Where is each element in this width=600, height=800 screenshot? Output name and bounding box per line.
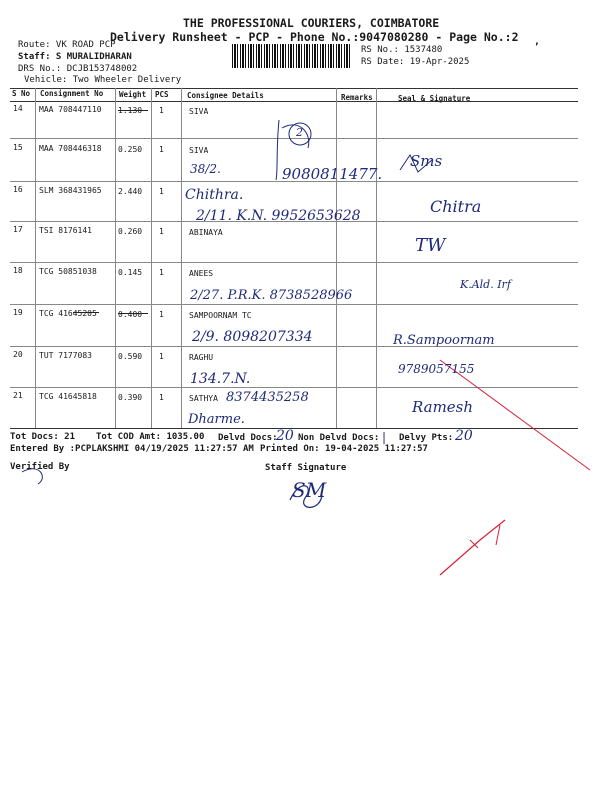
row-sno: 14 <box>13 104 23 113</box>
staff-signature: SM <box>292 478 327 502</box>
row-consignment: TUT 7177083 <box>39 351 92 360</box>
col-weight: Weight <box>119 90 147 99</box>
col-seal-signature: Seal & Signature <box>398 94 471 103</box>
row-consignment: TCG 41645818 <box>39 392 97 401</box>
non-delivered-docs-label: Non Delvd Docs: <box>298 433 380 443</box>
red-ink-mark <box>440 520 505 575</box>
row-consignee-name: RAGHU <box>189 353 214 362</box>
total-cod-amount: Tot COD Amt: 1035.00 <box>96 432 205 442</box>
company-title: THE PROFESSIONAL COURIERS, COIMBATORE <box>183 16 440 30</box>
row-pcs: 1 <box>159 106 164 115</box>
row-pcs: 1 <box>159 268 164 277</box>
row-consignment: TCG 50851038 <box>39 267 97 276</box>
row-weight: 0.145 <box>118 268 143 277</box>
row-consignee-name: SATHYA <box>189 394 218 403</box>
total-docs: Tot Docs: 21 <box>10 432 76 442</box>
row-pcs: 1 <box>159 145 164 154</box>
row-consignee-name: SIVA <box>189 146 209 155</box>
handwritten-name: Chithra. <box>185 187 244 203</box>
delivery-points-label: Delvy Pts: <box>399 433 454 443</box>
row-weight: 0.390 <box>118 393 143 402</box>
row-weight: 0.590 <box>118 352 143 361</box>
row-sno: 21 <box>13 391 23 400</box>
row-consignee-name: ABINAYA <box>189 228 223 237</box>
delivered-docs-value: 20 <box>276 428 294 444</box>
row-sno: 20 <box>13 350 23 359</box>
row-sno: 18 <box>13 266 23 275</box>
handwritten-signature: R.Sampoornam <box>393 333 495 348</box>
col-remarks: Remarks <box>341 93 373 102</box>
row-sno: 16 <box>13 185 23 194</box>
handwritten-signature: Chitra <box>430 197 482 216</box>
col-sno: S No <box>12 89 31 98</box>
row-weight: 1.130 <box>118 106 143 115</box>
row-weight: 2.440 <box>118 187 143 196</box>
entered-by: Entered By :PCPLAKSHMI 04/19/2025 11:27:57 AM <box>10 444 254 454</box>
staff-signature-label: Staff Signature <box>265 463 347 473</box>
handwritten-address: 134.7.N. <box>190 371 251 387</box>
handwritten-address-phone: 2/9. 8098207334 <box>192 329 313 345</box>
row-consignee-name: ANEES <box>189 269 214 278</box>
row-weight: 0.250 <box>118 145 143 154</box>
printed-on: Printed On: 19-04-2025 11:27:57 <box>260 444 428 454</box>
handwritten-address-phone: 2/27. P.R.K. 8738528966 <box>190 288 353 303</box>
non-delivered-docs-value: | <box>382 430 387 444</box>
handwritten-signature: K.Ald. Irf <box>460 278 511 291</box>
col-consignee-details: Consignee Details <box>187 91 264 100</box>
handwritten-signature: Ramesh <box>412 398 474 416</box>
row-consignment: MAA 708446318 <box>39 144 102 153</box>
handwritten-circled-number: 2 <box>296 126 303 139</box>
handwritten-signature: Sms <box>410 152 443 170</box>
rs-date: RS Date: 19-Apr-2025 <box>361 57 470 67</box>
staff-label: Staff: S MURALIDHARAN <box>18 52 132 62</box>
row-sno: 15 <box>13 143 23 152</box>
row-consignee-name: SIVA <box>189 107 209 116</box>
row-weight: 0.400 <box>118 310 143 319</box>
delivered-docs-label: Delvd Docs: <box>218 433 278 443</box>
col-consignment: Consignment No <box>40 89 104 98</box>
row-pcs: 1 <box>159 187 164 196</box>
row-consignment: TCG 41645205 <box>39 309 97 318</box>
delivery-points-value: 20 <box>455 428 473 444</box>
vehicle-label: Vehicle: Two Wheeler Delivery <box>24 75 182 85</box>
row-pcs: 1 <box>159 310 164 319</box>
row-consignment: SLM 368431965 <box>39 186 102 195</box>
handwritten-phone: 9789057155 <box>398 362 475 376</box>
runsheet-subtitle: Delivery Runsheet - PCP - Phone No.:9047080280 - Page No.:2 <box>110 30 519 44</box>
row-pcs: 1 <box>159 352 164 361</box>
row-pcs: 1 <box>159 227 164 236</box>
handwritten-signature: TW <box>415 235 446 256</box>
row-weight: 0.260 <box>118 227 143 236</box>
handwritten-address: 38/2. <box>190 162 221 176</box>
col-pcs: PCS <box>155 90 169 99</box>
handwritten-name: Dharme. <box>188 412 245 427</box>
row-consignment: TSI 8176141 <box>39 226 92 235</box>
verified-by-label: Verified By <box>10 462 70 472</box>
route-label: Route: VK ROAD PCP <box>18 40 116 50</box>
handwritten-phone: 8374435258 <box>226 390 309 405</box>
rs-number: RS No.: 1537480 <box>361 45 443 55</box>
bracket-line <box>276 120 279 180</box>
row-sno: 19 <box>13 308 23 317</box>
row-consignment: MAA 708447110 <box>39 105 102 114</box>
row-consignee-name: SAMPOORNAM TC <box>189 311 252 320</box>
row-pcs: 1 <box>159 393 164 402</box>
handwritten-address-phone: 2/11. K.N. 9952653628 <box>196 208 361 224</box>
handwritten-phone: 9080811477. <box>282 165 383 183</box>
drs-number: DRS No.: DCJB153748002 <box>18 64 138 74</box>
stray-mark: , <box>534 36 541 47</box>
row-sno: 17 <box>13 225 23 234</box>
